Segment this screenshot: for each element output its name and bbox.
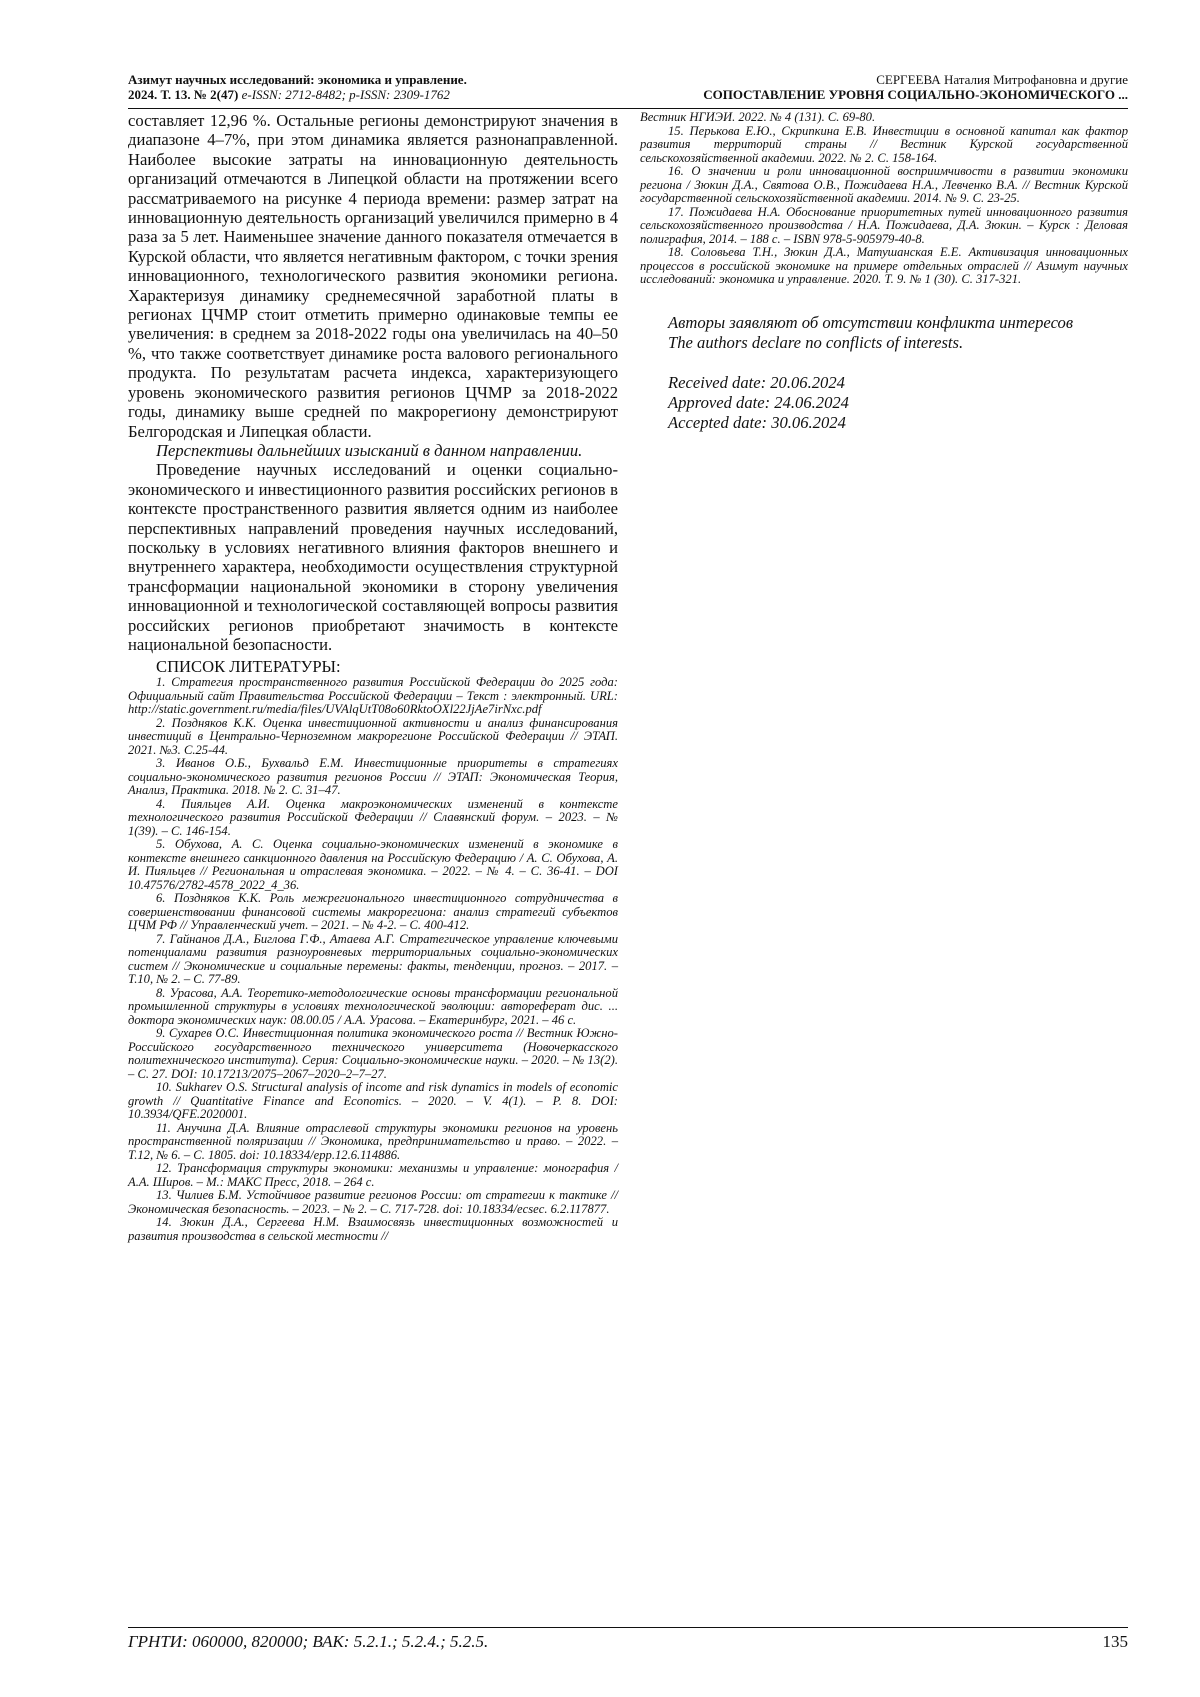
journal-volume: 2024. Т. 13. № 2(47) [128, 87, 239, 102]
reference-item: 12. Трансформация структуры экономики: механизмы и управление: монография / А.А. Широв. – М.: МАКС Пресс, 2018. – 264 с. [128, 1161, 618, 1189]
journal-issn: e-ISSN: 2712-8482; p-ISSN: 2309-1762 [238, 87, 450, 102]
reference-item: 8. Урасова, А.А. Теоретико-методологические основы трансформации региональной промышленной структуры в условиях технологической эволюции: автореферат дис. ... доктора экономических наук: 08.00.05 / А.А. Урасова. – Екатеринбург, 2021. – 46 с. [128, 985, 618, 1027]
article-title: СОПОСТАВЛЕНИЕ УРОВНЯ СОЦИАЛЬНО-ЭКОНОМИЧЕСКОГО ... [703, 87, 1128, 102]
right-column [640, 111, 1128, 433]
body-paragraph-2: Проведение научных исследований и оценки социально-экономического и инвестиционного развития российских регионов в контексте пространственного развития является одним из наиболее перспективных направлений проведения научных исследований, поскольку в условиях негативного влияния факторов внешнего и внутреннего характера, необходимости осуществления структурной трансформации национальной экономики в сторону увеличения инновационной и технологической составляющей вопросы развития российских регионов приобретают значимость в контексте национальной безопасности. [128, 460, 618, 654]
header-divider [128, 108, 1128, 109]
reference-item: 1. Стратегия пространственного развития Российской Федерации до 2025 года: Официальный сайт Правительства Российской Федерации – Текст : электронный. URL: http://static.government.ru/media/files/UVAlqUtT08o60RktoOXl22JjAe7irNxc.pdf [128, 675, 618, 717]
journal-issue [128, 87, 467, 102]
reference-item: 14. Зюкин Д.А., Сергеева Н.М. Взаимосвязь инвестиционных возможностей и развития производства в сельской местности // [128, 1215, 618, 1243]
body-paragraph-1: составляет 12,96 %. Остальные регионы демонстрируют значения в диапазоне 4–7%, при этом динамика является разнонаправленной. Наиболее высокие затраты на инновационную деятельность организаций отмечаются в Липецкой области на протяжении всего рассматриваемого на рисунке 4 периода времени: размер затрат на инновационную деятельность организаций увеличился примерно в 4 раза за 5 лет. Наименьшее значение данного показателя отмечается в Курской области, что является негативным фактором, с точки зрения инновационного, технологического развития экономики региона. Характеризуя динамику среднемесячной заработной платы в регионах ЦЧМР стоит отметить примерно одинаковые темпы ее увеличения: в среднем за 2018-2022 годы она увеличилась на 40–50 %, что также соответствует динамике роста валового регионального продукта. По результатам расчета индекса, характеризующего уровень экономического развития регионов ЦЧМР за 2018-2022 годы, динамику выше средней по макрорегиону демонстрируют Белгородская и Липецкая области. [128, 111, 618, 441]
reference-item-continued: Вестник НГИЭИ. 2022. № 4 (131). С. 69-80. [640, 110, 876, 124]
article-authors: СЕРГЕЕВА Наталия Митрофановна и другие [876, 72, 1128, 87]
reference-item: 17. Пожидаева Н.А. Обоснование приоритетных путей инновационного развития сельскохозяйственного производства / Н.А. Пожидаева, Д.А. Зюкин. – Курск : Деловая полиграфия, 2014. – 188 с. – ISBN 978-5-905979-40-8. [640, 204, 1128, 246]
journal-title: Азимут научных исследований: экономика и управление. [128, 72, 467, 87]
conflict-statement-ru: Авторы заявляют об отсутствии конфликта интересов [668, 312, 1074, 332]
approved-date: Approved date: 24.06.2024 [668, 392, 849, 412]
footer-divider [128, 1627, 1128, 1628]
page-header [128, 72, 1128, 108]
reference-item: 18. Соловьева Т.Н., Зюкин Д.А., Матушанская Е.Е. Активизация инновационных процессов в российской экономике на примере отдельных отраслей // Азимут научных исследований: экономика и управление. 2020. Т. 9. № 1 (30). С. 317-321. [640, 245, 1128, 286]
accepted-date: Accepted date: 30.06.2024 [668, 412, 846, 432]
reference-item: 2. Поздняков К.К. Оценка инвестиционной активности и анализ финансирования инвестиций в Центрально-Черноземном макрорегионе Российской Федерации // ЭТАП. 2021. №3. С.25-44. [128, 715, 618, 757]
reference-item: 9. Сухарев О.С. Инвестиционная политика экономического роста // Вестник Южно-Российского государственного технического университета (Новочеркасского политехнического института). Серия: Социально-экономические науки. – 2020. – № 13(2). – С. 27. DOI: 10.17213/2075–2067–2020–2–7–27. [128, 1026, 618, 1081]
article-info [703, 72, 1128, 102]
reference-item: 3. Иванов О.Б., Бухвальд Е.М. Инвестиционные приоритеты в стратегиях социально-экономического развития регионов России // ЭТАП: Экономическая Теория, Анализ, Практика. 2018. № 2. С. 31–47. [128, 756, 618, 798]
reference-item: 11. Анучина Д.А. Влияние отраслевой структуры экономики регионов на уровень пространственной поляризации // Экономика, предпринимательство и право. – 2022. – Т.12, № 6. – С. 1805. doi: 10.18334/epp.12.6.114886. [128, 1120, 618, 1162]
references-heading: СПИСОК ЛИТЕРАТУРЫ: [156, 657, 341, 677]
left-column [128, 111, 618, 1243]
journal-info [128, 72, 467, 102]
article-dates [640, 373, 1128, 433]
conflict-statement-en: The authors declare no conflicts of interests. [668, 332, 964, 352]
reference-item: 15. Перькова Е.Ю., Скрипкина Е.В. Инвестиции в основной капитал как фактор развития территорий страны // Вестник Курской государственной сельскохозяйственной академии. 2022. № 2. С. 158-164. [640, 123, 1128, 165]
references-list-left [128, 676, 618, 1243]
reference-item: 13. Чилиев Б.М. Устойчивое развитие регионов России: от стратегии к тактике // Экономическая безопасность. – 2023. – № 2. – С. 717-728. doi: 10.18334/ecsec. 6.2.117877. [128, 1188, 618, 1216]
section-heading-prospects: Перспективы дальнейших изысканий в данном направлении. [156, 440, 583, 460]
reference-item: 7. Гайнанов Д.А., Биглова Г.Ф., Атаева А.Г. Стратегическое управление ключевыми потенциалами развития разноуровневых территориальных социально-экономических систем // Экономические и социальные перемены: факты, тенденции, прогноз. – 2017. – Т.10, № 2. – С. 77-89. [128, 931, 618, 987]
page-number: 135 [1102, 1632, 1128, 1651]
reference-item: 4. Пияльцев А.И. Оценка макроэкономических изменений в контексте технологического развития Российской Федерации // Славянский форум. – 2023. – № 1(39). – С. 146-154. [128, 796, 618, 838]
reference-item: 5. Обухова, А. С. Оценка социально-экономических изменений в экономике в контексте внешнего санкционного давления на Российскую Федерацию / А. С. Обухова, А. И. Пияльцев // Региональная и отраслевая экономика. – 2022. – № 4. – С. 36-41. – DOI 10.47576/2782-4578_2022_4_36. [128, 837, 618, 892]
reference-item: 16. О значении и роли инновационной восприимчивости в развитии экономики региона / Зюкин Д.А., Святова О.В., Пожидаева Н.А., Левченко В.А. // Вестник Курской государственной сельскохозяйственной академии. 2014. № 9. С. 23-25. [640, 164, 1128, 205]
reference-item: 6. Поздняков К.К. Роль межрегионального инвестиционного сотрудничества в совершенствовании финансовой системы макрорегиона: анализ стратегий субъектов ЦЧМ РФ // Управленческий учет. – 2021. – № 4-2. – С. 400-412. [128, 891, 618, 933]
references-list-right [640, 111, 1128, 287]
received-date: Received date: 20.06.2024 [668, 372, 845, 392]
reference-item: 10. Sukharev O.S. Structural analysis of income and risk dynamics in models of economic growth // Quantitative Finance and Economics. – 2020. – V. 4(1). – P. 8. DOI: 10.3934/QFE.2020001. [128, 1080, 618, 1122]
classification-codes: ГРНТИ: 060000, 820000; ВАК: 5.2.1.; 5.2.4.; 5.2.5. [128, 1632, 489, 1651]
